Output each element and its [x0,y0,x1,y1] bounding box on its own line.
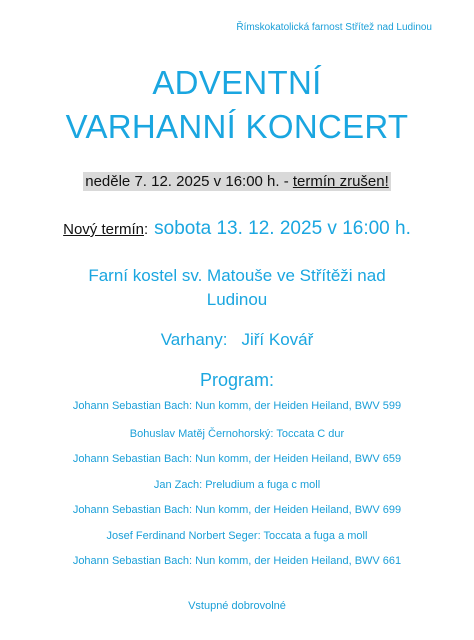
title-line-1: ADVENTNÍ [152,64,322,101]
church-line-1: Farní kostel sv. Matouše ve Střítěži nad [88,266,386,285]
program-item: Johann Sebastian Bach: Nun komm, der Heiden Heiland, BWV 659 [72,453,402,465]
program-item: Johann Sebastian Bach: Nun komm, der Heiden Heiland, BWV 699 [72,504,402,516]
cancelled-date-highlight [83,172,391,191]
church-line-2: Ludinou [206,290,268,309]
new-date-value: sobota 13. 12. 2025 v 16:00 h. [154,218,411,239]
new-date-label: Nový termín [63,221,144,238]
parish-name: Římskokatolická farnost Střítež nad Ludinou [236,22,432,33]
new-date-colon: : [143,221,149,238]
cancelled-date-text: neděle 7. 12. 2025 v 16:00 h. - [85,173,293,190]
program-item: Johann Sebastian Bach: Nun komm, der Heiden Heiland, BWV 661 [72,555,402,567]
program-item: Josef Ferdinand Norbert Seger: Toccata a fuga a moll [106,530,368,542]
title-line-2: VARHANNÍ KONCERT [65,108,409,145]
program-item: Johann Sebastian Bach: Nun komm, der Heiden Heiland, BWV 599 [72,400,402,412]
program-heading: Program: [199,370,275,390]
organist-label: Varhany: [160,330,228,349]
new-date-line [0,218,474,240]
program-item: Bohuslav Matěj Černohorský: Toccata C dur [129,428,345,440]
cancelled-date-line [0,173,474,191]
admission-note: Vstupné dobrovolné [188,600,286,612]
cancelled-status: termín zrušen! [292,173,389,190]
church-location [0,264,474,312]
program-item: Jan Zach: Preludium a fuga c moll [153,479,321,491]
organist-line [0,330,474,350]
organist-name: Jiří Kovář [241,330,314,349]
